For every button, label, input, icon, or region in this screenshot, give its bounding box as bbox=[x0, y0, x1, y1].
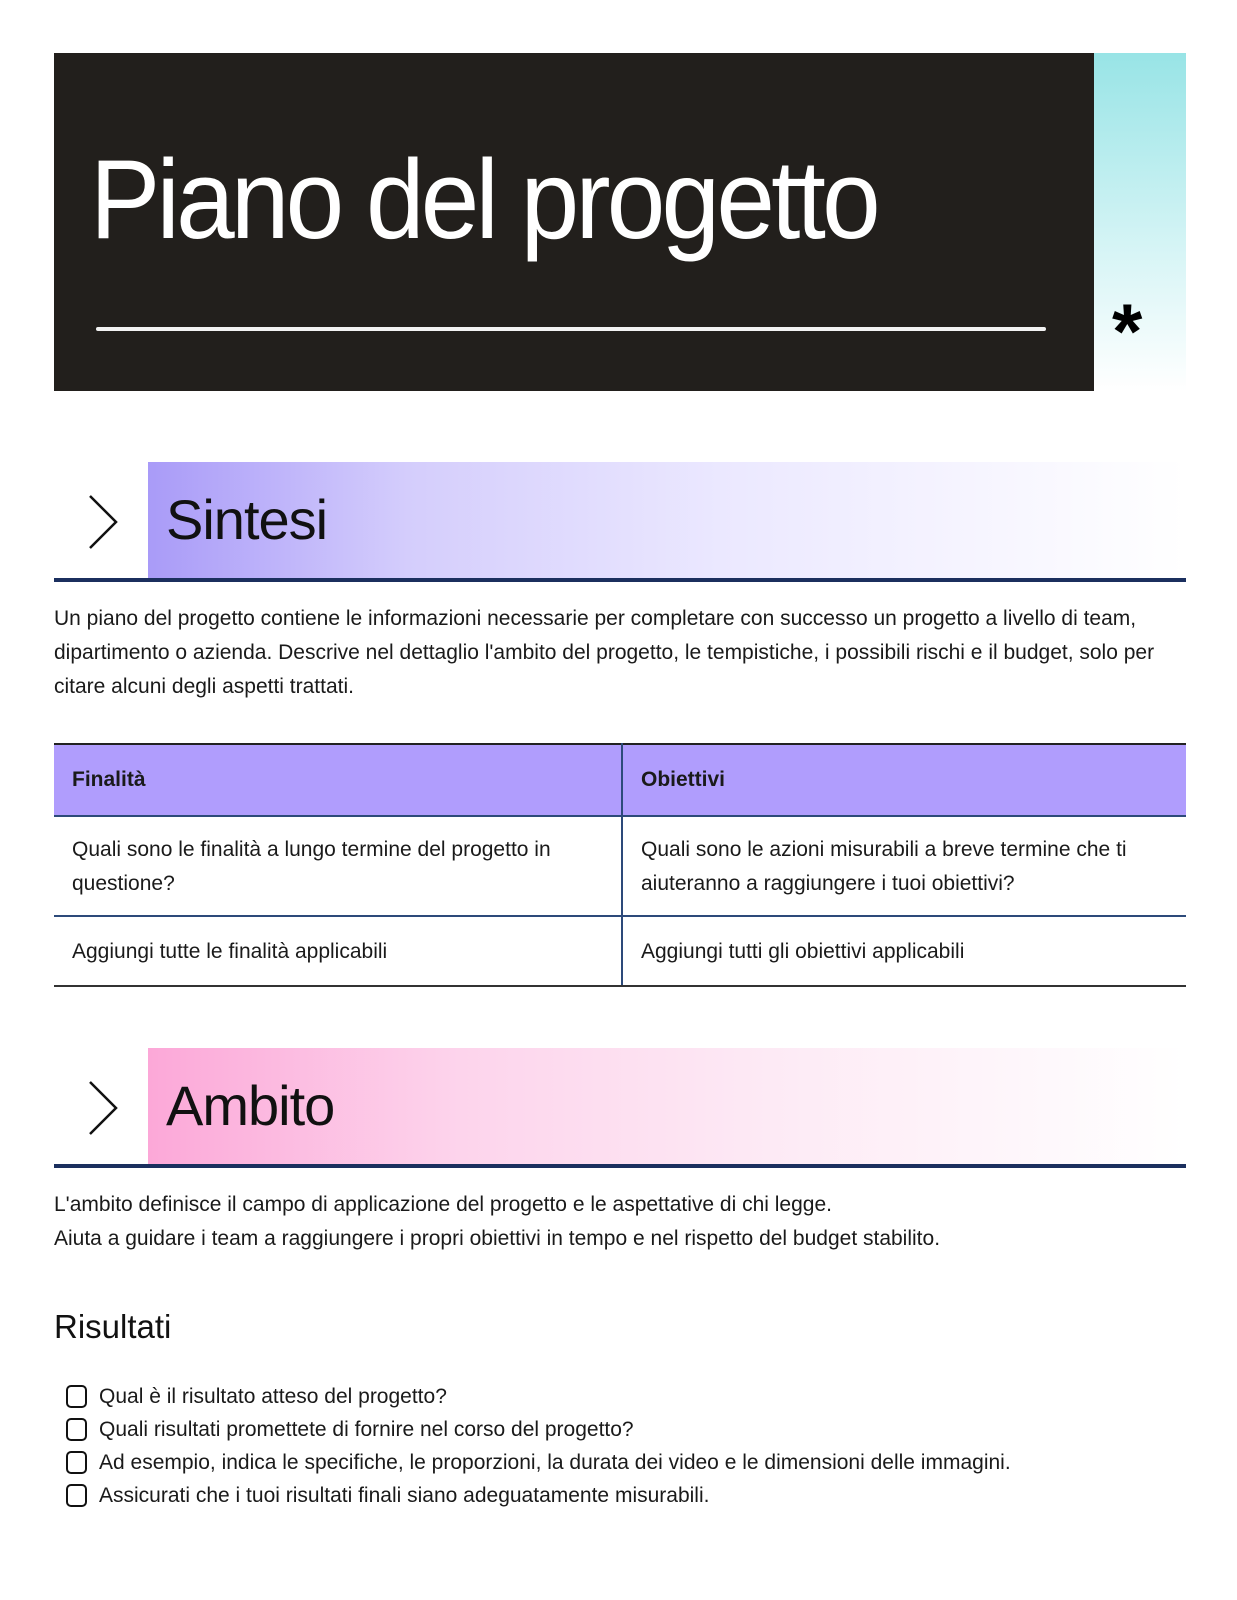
section-title: Sintesi bbox=[166, 488, 328, 551]
results-checklist bbox=[66, 1380, 1011, 1512]
table-row bbox=[54, 916, 1186, 986]
table-row bbox=[54, 816, 1186, 916]
table-cell[interactable]: Quali sono le finalità a lungo termine del progetto in questione? bbox=[54, 816, 622, 916]
checkbox[interactable] bbox=[66, 1484, 87, 1507]
checklist-label: Quali risultati promettete di fornire nel corso del progetto? bbox=[99, 1417, 634, 1441]
section-header-ambito bbox=[54, 1048, 1186, 1168]
table-cell[interactable]: Aggiungi tutti gli obiettivi applicabili bbox=[622, 916, 1186, 986]
checkbox[interactable] bbox=[66, 1451, 87, 1474]
checklist-item bbox=[66, 1380, 1011, 1413]
table-cell[interactable]: Aggiungi tutte le finalità applicabili bbox=[54, 916, 622, 986]
table-cell[interactable]: Quali sono le azioni misurabili a breve termine che ti aiuteranno a raggiungere i tuoi obiettivi? bbox=[622, 816, 1186, 916]
section-title: Ambito bbox=[166, 1074, 335, 1137]
asterisk-icon: * bbox=[1112, 287, 1143, 375]
summary-paragraph: Un piano del progetto contiene le informazioni necessarie per completare con successo un progetto a livello di team, dipartimento o azienda. Descrive nel dettaglio l'ambito del progetto, le tempistiche, i possibili rischi e il budget, solo per citare alcuni degli aspetti trattati. bbox=[54, 607, 1155, 698]
checkbox[interactable] bbox=[66, 1418, 87, 1441]
section-header-sintesi bbox=[54, 462, 1186, 582]
results-subheading: Risultati bbox=[54, 1308, 172, 1345]
table-header-finalita: Finalità bbox=[54, 744, 622, 816]
table-header-obiettivi: Obiettivi bbox=[622, 744, 1186, 816]
goals-objectives-table bbox=[54, 743, 1186, 987]
checklist-label: Assicurati che i tuoi risultati finali siano adeguatamente misurabili. bbox=[99, 1483, 710, 1507]
section-divider bbox=[54, 578, 1186, 582]
scope-paragraph bbox=[54, 1188, 1186, 1256]
document-title: Piano del progetto bbox=[90, 137, 877, 262]
chevron-right-icon bbox=[84, 1078, 124, 1138]
chevron-right-icon bbox=[84, 492, 124, 552]
scope-line: L'ambito definisce il campo di applicazione del progetto e le aspettative di chi legge. bbox=[54, 1193, 832, 1216]
checklist-label: Ad esempio, indica le specifiche, le proporzioni, la durata dei video e le dimensioni delle immagini. bbox=[99, 1450, 1011, 1474]
checklist-item bbox=[66, 1413, 1011, 1446]
checklist-item bbox=[66, 1479, 1011, 1512]
section-divider bbox=[54, 1164, 1186, 1168]
checkbox[interactable] bbox=[66, 1385, 87, 1408]
title-banner bbox=[54, 53, 1094, 391]
checklist-item bbox=[66, 1446, 1011, 1479]
checklist-label: Qual è il risultato atteso del progetto? bbox=[99, 1384, 447, 1408]
scope-line: Aiuta a guidare i team a raggiungere i propri obiettivi in tempo e nel rispetto del budget stabilito. bbox=[54, 1227, 941, 1250]
title-underline bbox=[96, 327, 1046, 331]
